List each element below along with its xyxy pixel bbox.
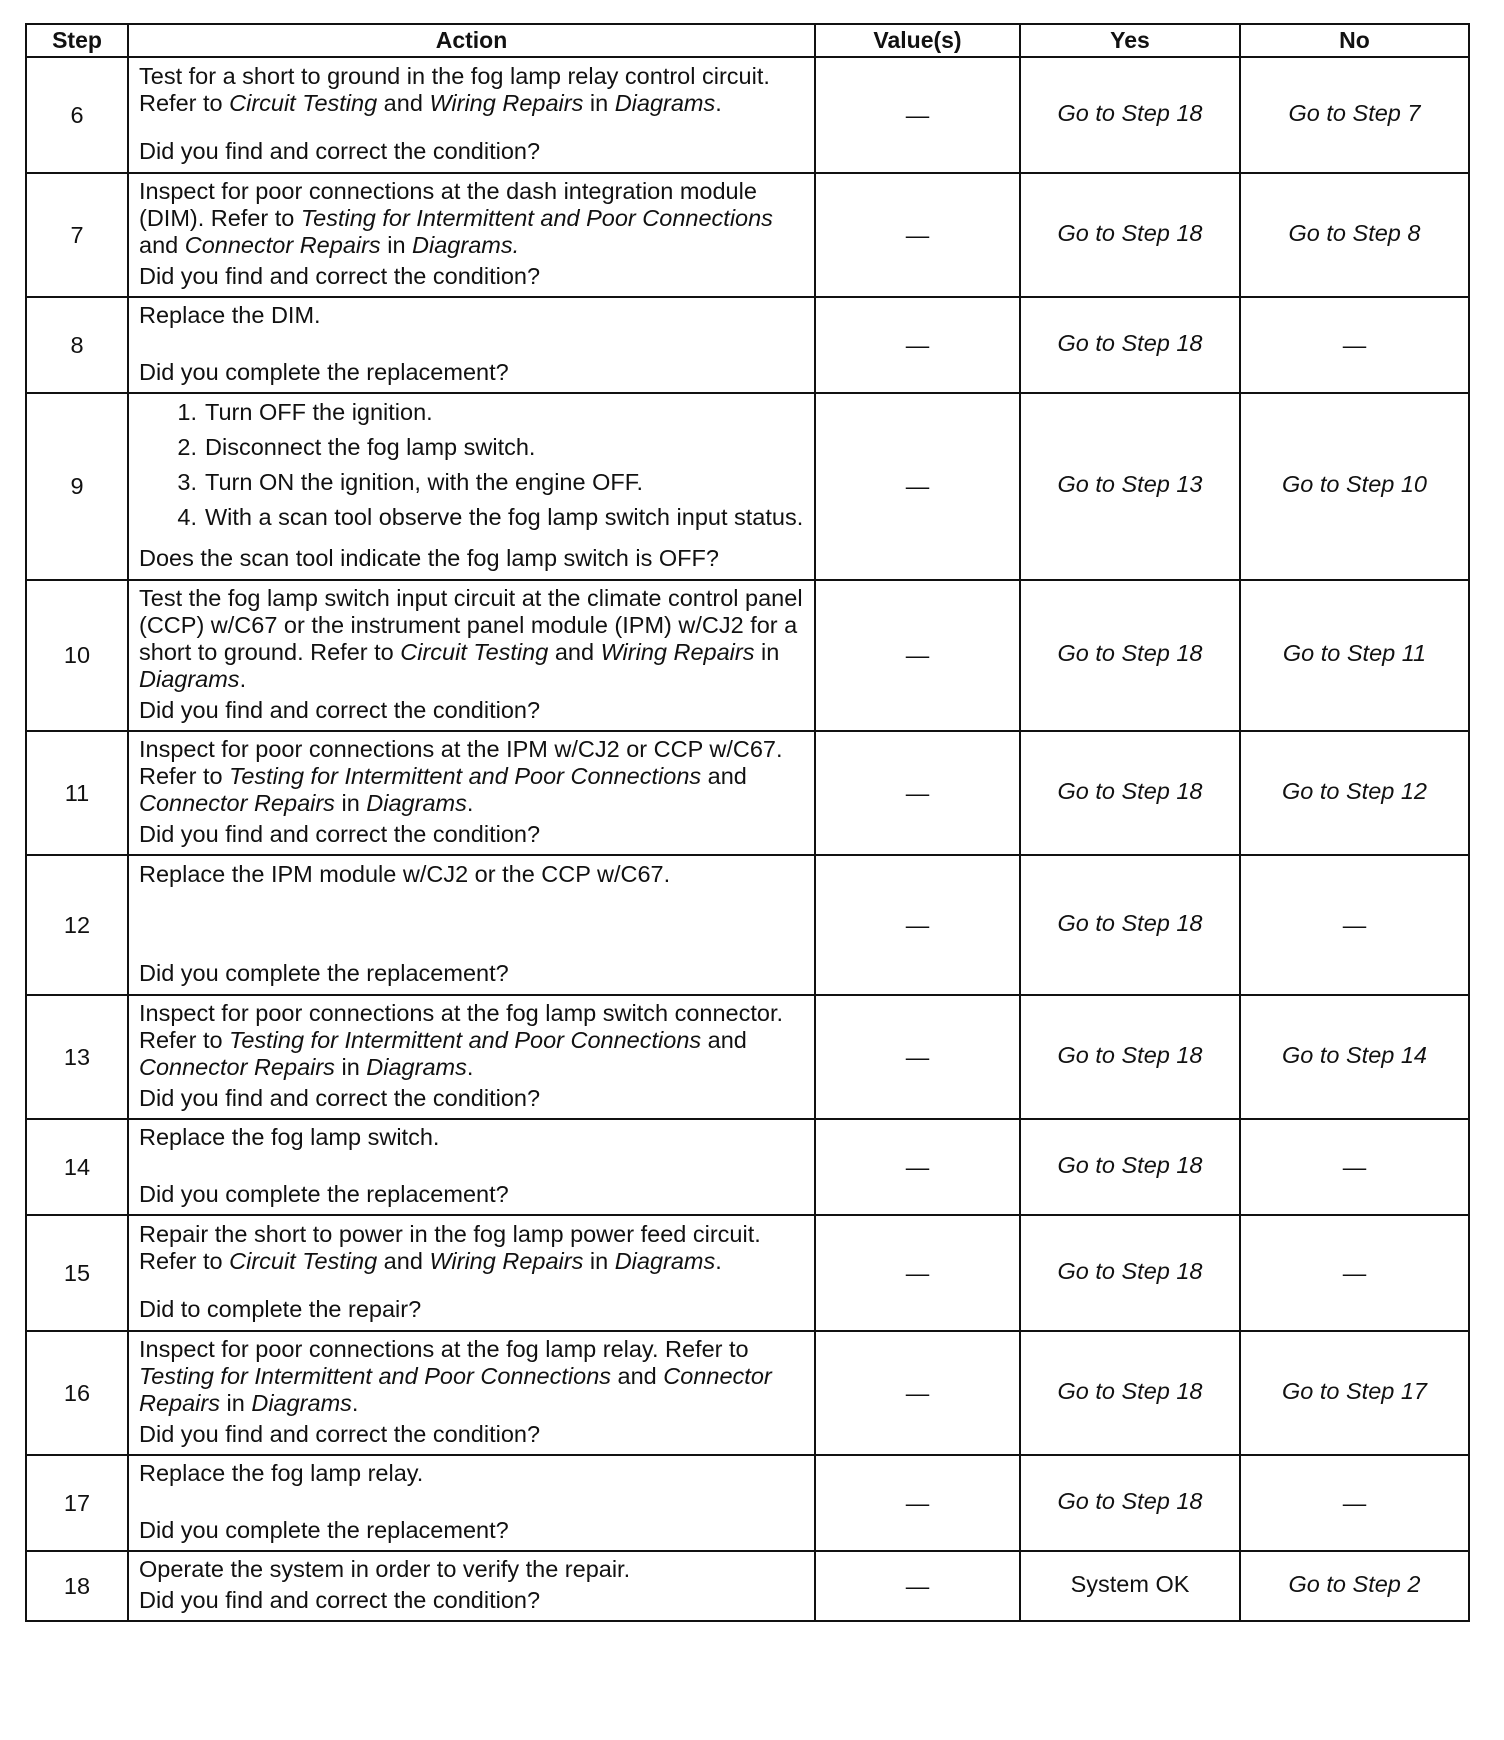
step-number: 7 bbox=[26, 173, 128, 297]
no-result: — bbox=[1240, 297, 1469, 393]
step-number: 11 bbox=[26, 731, 128, 855]
action-question: Did you find and correct the condition? bbox=[139, 1421, 541, 1447]
step-number: 15 bbox=[26, 1215, 128, 1331]
header-no: No bbox=[1240, 24, 1469, 57]
action-content bbox=[139, 1124, 806, 1208]
reference-link-text: Circuit Testing bbox=[400, 639, 549, 665]
action-cell bbox=[128, 297, 815, 393]
table-row bbox=[26, 173, 1469, 297]
action-text-segment: and bbox=[611, 1363, 664, 1389]
action-cell bbox=[128, 1551, 815, 1621]
value-cell: — bbox=[815, 855, 1020, 995]
action-text-segment: Replace the fog lamp switch. bbox=[139, 1124, 440, 1150]
reference-link-text: Wiring Repairs bbox=[429, 90, 584, 116]
list-item bbox=[139, 434, 806, 461]
step-number: 6 bbox=[26, 57, 128, 173]
reference-link-text: Connector Repairs bbox=[184, 232, 381, 258]
list-item-text: With a scan tool observe the fog lamp switch input status. bbox=[205, 504, 804, 530]
action-text-segment: in bbox=[219, 1390, 252, 1416]
reference-link-text: Connector Repairs bbox=[139, 1363, 772, 1416]
action-content bbox=[139, 178, 806, 290]
list-item-number: 2. bbox=[177, 434, 197, 460]
no-result: — bbox=[1240, 1455, 1469, 1551]
action-cell bbox=[128, 173, 815, 297]
action-text-segment: . bbox=[466, 790, 474, 816]
action-cell bbox=[128, 1119, 815, 1215]
yes-result: Go to Step 18 bbox=[1020, 173, 1240, 297]
step-number: 14 bbox=[26, 1119, 128, 1215]
action-text-segment: . bbox=[466, 1054, 474, 1080]
action-content bbox=[139, 399, 806, 572]
action-cell bbox=[128, 580, 815, 731]
action-text-segment: Test the fog lamp switch input circuit at the climate control panel (CCP) w/C67 or the instrument panel module (IPM) w/CJ2 for a short to ground. Refer to bbox=[139, 585, 803, 665]
table-row bbox=[26, 57, 1469, 173]
action-question: Did you complete the replacement? bbox=[139, 359, 509, 385]
no-result: Go to Step 14 bbox=[1240, 995, 1469, 1119]
step-number: 12 bbox=[26, 855, 128, 995]
yes-result: Go to Step 18 bbox=[1020, 1215, 1240, 1331]
yes-result: System OK bbox=[1020, 1551, 1240, 1621]
action-content bbox=[139, 585, 806, 724]
action-text bbox=[139, 63, 806, 117]
step-number: 18 bbox=[26, 1551, 128, 1621]
action-cell bbox=[128, 995, 815, 1119]
action-text-segment: and bbox=[701, 763, 747, 789]
no-result: Go to Step 7 bbox=[1240, 57, 1469, 173]
reference-link-text: Circuit Testing bbox=[229, 1248, 378, 1274]
yes-result: Go to Step 18 bbox=[1020, 57, 1240, 173]
no-result: Go to Step 2 bbox=[1240, 1551, 1469, 1621]
action-text-segment: Replace the IPM module w/CJ2 or the CCP w/C67. bbox=[139, 861, 671, 887]
action-content bbox=[139, 1556, 806, 1614]
action-content bbox=[139, 1000, 806, 1112]
action-text-segment: . bbox=[351, 1390, 359, 1416]
yes-result: Go to Step 13 bbox=[1020, 393, 1240, 580]
header-step: Step bbox=[26, 24, 128, 57]
no-result: Go to Step 10 bbox=[1240, 393, 1469, 580]
action-text-segment: Inspect for poor connections at the fog lamp switch connector. Refer to bbox=[139, 1000, 784, 1053]
action-cell bbox=[128, 855, 815, 995]
action-text-segment: Repair the short to power in the fog lamp power feed circuit. Refer to bbox=[139, 1221, 761, 1274]
action-text-segment: . bbox=[715, 1248, 722, 1274]
yes-result: Go to Step 18 bbox=[1020, 855, 1240, 995]
no-result: Go to Step 8 bbox=[1240, 173, 1469, 297]
table-header-row bbox=[26, 24, 1469, 57]
value-cell: — bbox=[815, 57, 1020, 173]
action-content bbox=[139, 1336, 806, 1448]
reference-link-text: Testing for Intermittent and Poor Connections bbox=[229, 763, 702, 789]
table-row bbox=[26, 580, 1469, 731]
action-text-segment: and bbox=[701, 1027, 747, 1053]
table-row bbox=[26, 297, 1469, 393]
list-item bbox=[139, 469, 806, 496]
action-content bbox=[139, 861, 806, 987]
list-item-text: Disconnect the fog lamp switch. bbox=[205, 434, 536, 460]
action-text-segment: Replace the fog lamp relay. bbox=[139, 1460, 424, 1486]
reference-link-text: Diagrams. bbox=[412, 232, 520, 258]
action-cell bbox=[128, 731, 815, 855]
list-item bbox=[139, 504, 806, 531]
action-content bbox=[139, 736, 806, 848]
action-text-segment: and bbox=[548, 639, 601, 665]
value-cell: — bbox=[815, 1119, 1020, 1215]
table-row bbox=[26, 393, 1469, 580]
yes-result: Go to Step 18 bbox=[1020, 1455, 1240, 1551]
yes-result: Go to Step 18 bbox=[1020, 995, 1240, 1119]
action-text bbox=[139, 861, 806, 888]
action-question: Does the scan tool indicate the fog lamp switch is OFF? bbox=[139, 545, 719, 571]
reference-link-text: Testing for Intermittent and Poor Connections bbox=[229, 1027, 702, 1053]
no-result: — bbox=[1240, 855, 1469, 995]
yes-result: Go to Step 18 bbox=[1020, 580, 1240, 731]
header-action: Action bbox=[128, 24, 815, 57]
step-number: 16 bbox=[26, 1331, 128, 1455]
action-text bbox=[139, 1336, 806, 1417]
reference-link-text: Diagrams bbox=[366, 1054, 467, 1080]
action-text bbox=[139, 1000, 806, 1081]
action-text-segment: in bbox=[334, 790, 367, 816]
value-cell: — bbox=[815, 1455, 1020, 1551]
action-question: Did you complete the replacement? bbox=[139, 1181, 509, 1207]
no-result: — bbox=[1240, 1119, 1469, 1215]
action-text bbox=[139, 585, 806, 693]
value-cell: — bbox=[815, 297, 1020, 393]
action-text bbox=[139, 736, 806, 817]
action-question: Did you find and correct the condition? bbox=[139, 697, 541, 723]
action-text-segment: . bbox=[239, 666, 247, 692]
action-content bbox=[139, 63, 806, 165]
action-text-segment: Replace the DIM. bbox=[139, 302, 321, 328]
action-text bbox=[139, 1124, 806, 1151]
table-row bbox=[26, 1215, 1469, 1331]
action-question: Did you complete the replacement? bbox=[139, 1517, 509, 1543]
no-result: Go to Step 12 bbox=[1240, 731, 1469, 855]
diagnostic-table bbox=[25, 23, 1470, 1622]
list-item-number: 4. bbox=[177, 504, 197, 530]
action-question: Did you find and correct the condition? bbox=[139, 138, 541, 164]
value-cell: — bbox=[815, 995, 1020, 1119]
reference-link-text: Wiring Repairs bbox=[429, 1248, 584, 1274]
action-text-segment: Operate the system in order to verify the repair. bbox=[139, 1556, 631, 1582]
action-content bbox=[139, 1460, 806, 1544]
no-result: Go to Step 11 bbox=[1240, 580, 1469, 731]
action-cell bbox=[128, 1331, 815, 1455]
action-text-segment: and bbox=[377, 90, 430, 116]
yes-result: Go to Step 18 bbox=[1020, 1119, 1240, 1215]
reference-link-text: Circuit Testing bbox=[229, 90, 378, 116]
action-text-segment: in bbox=[334, 1054, 367, 1080]
list-item bbox=[139, 399, 806, 426]
step-number: 9 bbox=[26, 393, 128, 580]
action-text bbox=[139, 1460, 806, 1487]
table-row bbox=[26, 1331, 1469, 1455]
reference-link-text: Testing for Intermittent and Poor Connections bbox=[139, 1363, 612, 1389]
action-cell bbox=[128, 1215, 815, 1331]
action-question: Did you complete the replacement? bbox=[139, 960, 509, 986]
no-result: Go to Step 17 bbox=[1240, 1331, 1469, 1455]
list-item-number: 1. bbox=[177, 399, 197, 425]
table-row bbox=[26, 855, 1469, 995]
value-cell: — bbox=[815, 173, 1020, 297]
reference-link-text: Connector Repairs bbox=[139, 790, 335, 816]
action-text bbox=[139, 178, 806, 259]
action-text-segment: . bbox=[715, 90, 722, 116]
action-text-segment: in bbox=[583, 1248, 615, 1274]
action-text-segment: and bbox=[139, 232, 185, 258]
no-result: — bbox=[1240, 1215, 1469, 1331]
step-number: 13 bbox=[26, 995, 128, 1119]
reference-link-text: Diagrams bbox=[366, 790, 467, 816]
reference-link-text: Testing for Intermittent and Poor Connections bbox=[300, 205, 773, 231]
action-text-segment: Test for a short to ground in the fog lamp relay control circuit. Refer to bbox=[139, 63, 770, 116]
procedure-list bbox=[139, 399, 806, 539]
step-number: 10 bbox=[26, 580, 128, 731]
value-cell: — bbox=[815, 580, 1020, 731]
value-cell: — bbox=[815, 731, 1020, 855]
step-number: 17 bbox=[26, 1455, 128, 1551]
header-yes: Yes bbox=[1020, 24, 1240, 57]
list-item-number: 3. bbox=[177, 469, 197, 495]
action-text bbox=[139, 1221, 806, 1275]
action-text-segment: Inspect for poor connections at the fog lamp relay. Refer to bbox=[139, 1336, 749, 1362]
action-text-segment: Inspect for poor connections at the dash integration module (DIM). Refer to bbox=[139, 178, 757, 231]
table-row bbox=[26, 1551, 1469, 1621]
action-text bbox=[139, 1556, 806, 1583]
reference-link-text: Diagrams bbox=[614, 1248, 716, 1274]
yes-result: Go to Step 18 bbox=[1020, 1331, 1240, 1455]
action-cell bbox=[128, 1455, 815, 1551]
table-row bbox=[26, 995, 1469, 1119]
reference-link-text: Diagrams bbox=[251, 1390, 352, 1416]
reference-link-text: Diagrams bbox=[614, 90, 716, 116]
table-row bbox=[26, 1119, 1469, 1215]
value-cell: — bbox=[815, 393, 1020, 580]
reference-link-text: Diagrams bbox=[139, 666, 240, 692]
action-question: Did you find and correct the condition? bbox=[139, 1085, 541, 1111]
action-question: Did to complete the repair? bbox=[139, 1296, 422, 1322]
value-cell: — bbox=[815, 1331, 1020, 1455]
action-cell bbox=[128, 393, 815, 580]
action-text-segment: in bbox=[583, 90, 615, 116]
action-text-segment: in bbox=[380, 232, 413, 258]
table-body bbox=[26, 57, 1469, 1621]
table-row bbox=[26, 731, 1469, 855]
action-text-segment: in bbox=[754, 639, 780, 665]
value-cell: — bbox=[815, 1215, 1020, 1331]
yes-result: Go to Step 18 bbox=[1020, 731, 1240, 855]
reference-link-text: Connector Repairs bbox=[139, 1054, 335, 1080]
action-content bbox=[139, 1221, 806, 1323]
action-question: Did you find and correct the condition? bbox=[139, 1587, 541, 1613]
step-number: 8 bbox=[26, 297, 128, 393]
action-question: Did you find and correct the condition? bbox=[139, 821, 541, 847]
action-text bbox=[139, 302, 806, 329]
yes-result: Go to Step 18 bbox=[1020, 297, 1240, 393]
action-text-segment: Inspect for poor connections at the IPM w/CJ2 or CCP w/C67. Refer to bbox=[139, 736, 783, 789]
action-text-segment: and bbox=[377, 1248, 430, 1274]
table-row bbox=[26, 1455, 1469, 1551]
action-cell bbox=[128, 57, 815, 173]
list-item-text: Turn OFF the ignition. bbox=[205, 399, 433, 425]
reference-link-text: Wiring Repairs bbox=[600, 639, 755, 665]
header-values: Value(s) bbox=[815, 24, 1020, 57]
value-cell: — bbox=[815, 1551, 1020, 1621]
action-content bbox=[139, 302, 806, 386]
action-question: Did you find and correct the condition? bbox=[139, 263, 541, 289]
list-item-text: Turn ON the ignition, with the engine OFF. bbox=[205, 469, 644, 495]
